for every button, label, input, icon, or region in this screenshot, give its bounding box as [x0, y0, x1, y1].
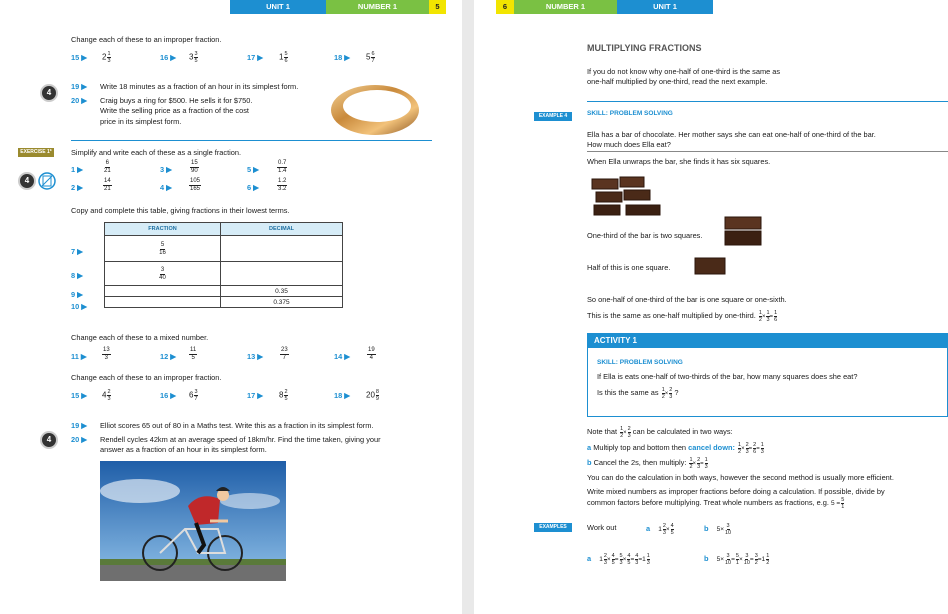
calculator-icon: [38, 172, 56, 190]
table-row: 0.375: [105, 297, 343, 308]
header-unit-bar: UNIT 1: [617, 0, 713, 14]
intro-text: If you do not know why one-half of one-third is the same as: [587, 67, 781, 76]
header-unit-bar: UNIT 1: [230, 0, 326, 14]
table-row: 0.35: [105, 286, 343, 297]
examples-tag: EXAMPLES: [534, 523, 572, 532]
fraction: $\frac{0.7}{1.4}$: [278, 160, 287, 174]
question-number: 16 ▶: [160, 391, 176, 400]
instruction-improper-bottom: Change each of these to an improper fraction.: [71, 373, 222, 382]
cyclist-photo: [100, 461, 286, 581]
example-a: a 1 $\frac{2}{3}$ × $\frac{4}{5}$: [646, 523, 674, 536]
skill-label: SKILL: PROBLEM SOLVING: [597, 359, 683, 366]
mixed-number: 4 $\frac{2}{3}$: [102, 389, 111, 402]
mixed-number: 3 $\frac{3}{5}$: [189, 51, 198, 64]
question-number: 15 ▶: [71, 391, 87, 400]
question-text: Craig buys a ring for $500. He sells it for $750.: [100, 96, 253, 105]
left-page: [0, 0, 462, 614]
question-text: Rendell cycles 42km at an average speed of 18km/hr. Find the time taken, giving your: [100, 435, 381, 444]
question-text: Write the selling price as a fraction of the cost: [100, 106, 249, 115]
question-number: 2 ▶: [71, 183, 83, 192]
note-text: Note that $\frac{1}{2}$ × $\frac{2}{3}$ can be calculated in two ways:: [587, 426, 733, 439]
activity-question: If Ella is eats one-half of two-thirds of the bar, how many squares does she eat?: [597, 372, 858, 381]
question-number: 20 ▶: [71, 96, 87, 105]
explanation-text: Half of this is one square.: [587, 263, 671, 272]
explanation-text: common factors before multiplying. Treat whole numbers as fractions, e.g. 5 = $\frac{5}{1}$: [587, 497, 845, 510]
fraction: $\frac{13}{3}$: [103, 347, 110, 361]
explanation-text: Write mixed numbers as improper fractions before doing a calculation. If possible, divide by: [587, 487, 885, 496]
table-row: $\frac{5}{16}$: [105, 236, 343, 262]
section-divider: [71, 140, 432, 141]
gold-ring-image: [328, 80, 423, 140]
example-tag: EXAMPLE 4: [534, 112, 572, 121]
chocolate-square-image: [693, 255, 729, 277]
section-divider: [587, 101, 948, 102]
fraction: $\frac{15}{90}$: [191, 160, 198, 174]
question-number: 7 ▶: [71, 247, 83, 256]
method-a: a Multiply top and bottom then cancel down: $\frac{1}{2}$ × $\frac{2}{3}$ = $\frac{2}{6}$ = $\frac{1}{3}$: [587, 442, 764, 455]
conclusion-text: So one-half of one-third of the bar is one square or one-sixth.: [587, 295, 787, 304]
fraction: $\frac{11}{5}$: [190, 347, 197, 361]
question-number: 20 ▶: [71, 435, 87, 444]
mixed-number: 20 $\frac{8}{9}$: [366, 389, 379, 402]
question-number: 4 ▶: [160, 183, 172, 192]
activity-box: [587, 333, 948, 417]
question-number: 19 ▶: [71, 421, 87, 430]
method-b: b Cancel the 2s, then multiply: $\frac{1}{2}$ × $\frac{2}{3}$ = $\frac{1}{3}$: [587, 457, 708, 470]
question-text: price in its simplest form.: [100, 117, 182, 126]
question-number: 17 ▶: [247, 53, 263, 62]
explanation-text: You can do the calculation in both ways, however the second method is usually more efficient.: [587, 473, 894, 482]
intro-text: one-half multiplied by one-third, read the next example.: [587, 77, 768, 86]
mixed-number: 1 $\frac{5}{6}$: [279, 51, 288, 64]
header-page-number: 5: [429, 0, 446, 14]
mixed-number: 2 $\frac{1}{3}$: [102, 51, 111, 64]
mixed-number: 5 $\frac{6}{7}$: [366, 51, 375, 64]
question-number: 16 ▶: [160, 53, 176, 62]
solution-a: a 1 $\frac{2}{3}$ × $\frac{4}{5}$ = $\frac{5}{3}$ × $\frac{4}{5}$ = $\frac{4}{3}$ =1 $\frac{1}{3}$: [587, 553, 650, 566]
fraction: $\frac{23}{7}$: [281, 347, 288, 361]
question-text: Write 18 minutes as a fraction of an hour in its simplest form.: [100, 82, 299, 91]
table-header: DECIMAL: [221, 223, 343, 236]
mixed-number: 6 $\frac{3}{7}$: [189, 389, 198, 402]
table-row: $\frac{3}{40}$: [105, 262, 343, 286]
question-number: 18 ▶: [334, 53, 350, 62]
solution-b: b 5× $\frac{3}{10}$ = $\frac{5}{1}$ × $\frac{3}{10}$ = $\frac{3}{2}$ =1 $\frac{1}{2}$: [704, 553, 770, 566]
activity-title: ACTIVITY 1: [588, 334, 947, 348]
difficulty-level-icon: 4: [18, 172, 36, 190]
activity-question: Is this the same as $\frac{1}{2}$ × $\frac{2}{3}$ ?: [597, 387, 679, 400]
fraction: $\frac{19}{4}$: [368, 347, 375, 361]
explanation-text: One-third of the bar is two squares.: [587, 231, 703, 240]
skill-label: SKILL: PROBLEM SOLVING: [587, 110, 673, 117]
question-number: 3 ▶: [160, 165, 172, 174]
question-number: 15 ▶: [71, 53, 87, 62]
fraction: $\frac{105}{165}$: [190, 178, 201, 192]
question-number: 9 ▶: [71, 290, 83, 299]
question-text: answer as a fraction of an hour in its simplest form.: [100, 445, 267, 454]
instruction-improper-top: Change each of these to an improper fraction.: [71, 35, 222, 44]
question-number: 18 ▶: [334, 391, 350, 400]
table-header: FRACTION: [105, 223, 221, 236]
difficulty-level-icon: 4: [40, 84, 58, 102]
fraction: $\frac{14}{21}$: [104, 178, 111, 192]
question-number: 5 ▶: [247, 165, 259, 174]
question-number: 14 ▶: [334, 352, 350, 361]
fraction: $\frac{6}{21}$: [104, 160, 111, 174]
divider: [587, 151, 948, 152]
instruction-table: Copy and complete this table, giving fractions in their lowest terms.: [71, 206, 290, 215]
question-number: 8 ▶: [71, 271, 83, 280]
problem-text: How much does Ella eat?: [587, 140, 671, 149]
difficulty-level-icon: 4: [40, 431, 58, 449]
instruction-simplify: Simplify and write each of these as a single fraction.: [71, 148, 242, 157]
header-section-bar: NUMBER 1: [514, 0, 617, 14]
chocolate-piece-image: [723, 213, 765, 249]
question-number: 13 ▶: [247, 352, 263, 361]
header-section-bar: NUMBER 1: [326, 0, 429, 14]
question-number: 12 ▶: [160, 352, 176, 361]
chocolate-bar-image: [590, 173, 672, 219]
example-b: b 5× $\frac{3}{10}$: [704, 523, 732, 536]
question-number: 17 ▶: [247, 391, 263, 400]
conclusion-text: This is the same as one-half multiplied by one-third. $\frac{1}{2}$ × $\frac{1}{3}$ = $\frac{1}{6}$: [587, 310, 778, 323]
question-number: 1 ▶: [71, 165, 83, 174]
mixed-number: 8 $\frac{2}{5}$: [279, 389, 288, 402]
question-number: 19 ▶: [71, 82, 87, 91]
fraction-decimal-table: [104, 222, 343, 308]
instruction-mixed: Change each of these to a mixed number.: [71, 333, 209, 342]
exercise-tag: EXERCISE 1*: [18, 148, 54, 157]
problem-text: Ella has a bar of chocolate. Her mother says she can eat one-half of one-third of the bar.: [587, 130, 876, 139]
workout-label: Work out: [587, 523, 617, 532]
fraction: $\frac{1.2}{3.2}$: [278, 178, 287, 192]
section-title: MULTIPLYING FRACTIONS: [587, 43, 702, 53]
question-number: 10 ▶: [71, 302, 87, 311]
explanation-text: When Ella unwraps the bar, she finds it has six squares.: [587, 157, 771, 166]
question-number: 6 ▶: [247, 183, 259, 192]
question-number: 11 ▶: [71, 352, 87, 361]
right-page: [474, 0, 948, 614]
question-text: Elliot scores 65 out of 80 in a Maths test. Write this as a fraction in its simplest form.: [100, 421, 374, 430]
header-page-number: 6: [496, 0, 514, 14]
